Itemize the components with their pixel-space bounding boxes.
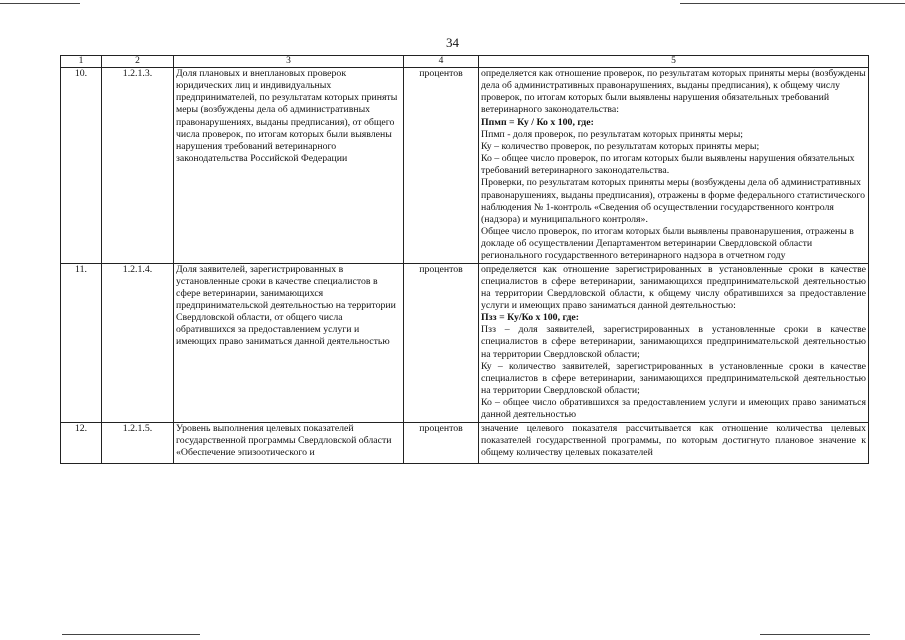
column-number-row <box>61 56 869 68</box>
method-paragraph: Ппмп - доля проверок, по результатам которых приняты меры; <box>481 128 744 140</box>
method-paragraph: Пзз – доля заявителей, зарегистрированных в установленные сроки в качестве специалистов в сфере ветеринарии, занимающихся предпринимательской деятельностью на территории Свердловской области; <box>481 324 866 360</box>
table-row <box>61 422 869 463</box>
column-number: 1 <box>61 56 102 68</box>
method-paragraph: Ку – количество проверок, по результатам которых приняты меры; <box>481 140 760 152</box>
method-paragraph: Ко – общее число обратившихся за предоставлением услуги и имеющих право заниматься данной деятельностью <box>481 397 866 421</box>
column-number: 5 <box>479 56 869 68</box>
column-number: 4 <box>404 56 479 68</box>
page-number: 34 <box>446 35 459 50</box>
indicator-name: Доля плановых и внеплановых проверок юридических лиц и индивидуальных предпринимателей, по результатам которых приняты меры (возбуждены дела об административных правонарушениях, выданы предписания), от общего числа проверок, по итогам которых были выявлены нарушения требований ветеринарного законодательства Российской Федерации <box>174 68 404 264</box>
row-code: 1.2.1.5. <box>102 422 174 463</box>
calculation-method <box>479 68 869 264</box>
indicator-name: Уровень выполнения целевых показателей государственной программы Свердловской области «Обеспечение эпизоотического и <box>174 422 404 463</box>
column-number: 2 <box>102 56 174 68</box>
top-rule-left <box>0 3 80 4</box>
table-row <box>61 263 869 422</box>
row-code: 1.2.1.4. <box>102 263 174 422</box>
indicator-name: Доля заявителей, зарегистрированных в установленные сроки в качестве специалистов в сфере ветеринарии, занимающихся предпринимательской деятельностью на территории Свердловской области, от общего числа обратившихся за предоставлением услуги и имеющих право заниматься данной деятельностью <box>174 263 404 422</box>
method-paragraph: значение целевого показателя рассчитывается как отношение количества целевых показателей государственной программы, по которым достигнуто плановое значение к общему количеству целевых показателей <box>481 422 866 458</box>
formula: Пзз = Ку/Ко х 100, где: <box>481 312 580 324</box>
unit-cell: процентов <box>404 422 479 463</box>
method-paragraph: определяется как отношение проверок, по результатам которых приняты меры (возбуждены дела об административных правонарушениях, выданы предписания), к общему числу проверок, по итогам которых были выявлены нарушения обязательных требований ветеринарного законодательства: <box>481 68 866 116</box>
column-number: 3 <box>174 56 404 68</box>
method-paragraph: Ко – общее число проверок, по итогам которых были выявлены нарушения обязательных требований ветеринарного законодательства. <box>481 153 855 177</box>
method-paragraph: Проверки, по результатам которых приняты меры (возбуждены дела об административных правонарушениях, выданы предписания), отражены в форме федерального статистического наблюдения № 1-контроль «Сведения об осуществлении государственного контроля (надзора) и муниципального контроля». <box>481 177 866 225</box>
method-paragraph: определяется как отношение зарегистрированных в установленные сроки в качестве специалистов в сфере ветеринарии, занимающихся предпринимательской деятельностью на территории Свердловской области, к общему числу обратившихся за предоставление услуги и имеющих право заниматься данной деятельностью: <box>481 263 866 311</box>
row-code: 1.2.1.3. <box>102 68 174 264</box>
table-row <box>61 68 869 264</box>
top-rule-right <box>680 3 905 4</box>
bottom-rule-right <box>760 634 870 635</box>
method-paragraph: Ку – количество заявителей, зарегистрированных в установленные сроки в качестве специалистов в сфере ветеринарии, занимающихся предпринимательской деятельностью на территории Свердловской области; <box>481 360 866 397</box>
unit-cell: процентов <box>404 263 479 422</box>
indicators-table <box>60 55 869 464</box>
row-number: 10. <box>61 68 102 264</box>
calculation-method <box>479 422 869 463</box>
formula: Ппмп = Ку / Ко х 100, где: <box>481 116 594 128</box>
bottom-rule-left <box>62 634 200 635</box>
row-number: 12. <box>61 422 102 463</box>
row-number: 11. <box>61 263 102 422</box>
calculation-method <box>479 263 869 422</box>
method-paragraph: Общее число проверок, по итогам которых были выявлены правонарушения, отражены в докладе об осуществлении Департаментом ветеринарии Свердловской области регионального государственного ветеринарного надзора в отчетном году <box>481 226 854 262</box>
unit-cell: процентов <box>404 68 479 264</box>
